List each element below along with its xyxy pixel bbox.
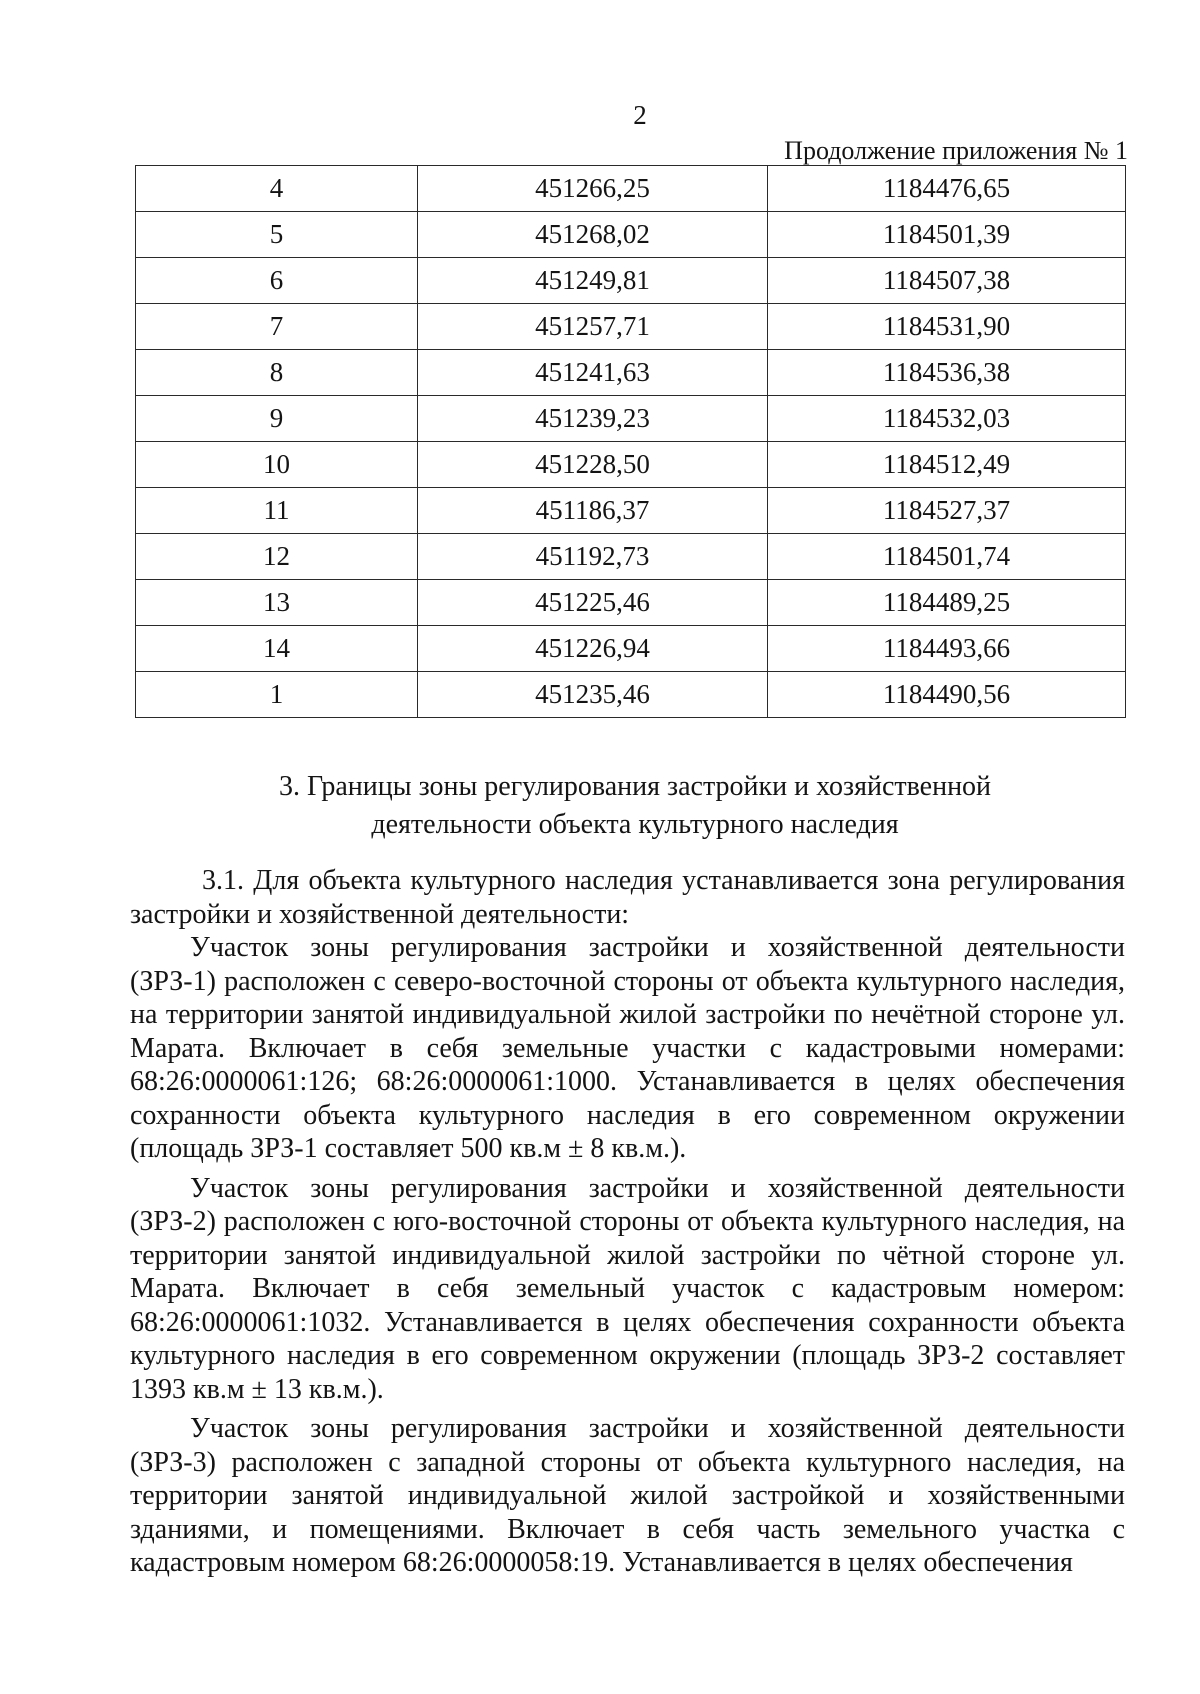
y-coordinate-cell: 1184501,74 xyxy=(768,534,1126,580)
point-number-cell: 13 xyxy=(136,580,418,626)
table-row xyxy=(136,258,1126,304)
paragraph-3-1: 3.1. Для объекта культурного наследия устанавливается зона регулирования застройки и хозяйственной деятельности: xyxy=(130,865,1125,930)
x-coordinate-cell: 451241,63 xyxy=(418,350,768,396)
section-title xyxy=(150,768,1120,844)
x-coordinate-cell: 451225,46 xyxy=(418,580,768,626)
point-number-cell: 5 xyxy=(136,212,418,258)
table-row xyxy=(136,166,1126,212)
coordinates-table-body xyxy=(136,166,1126,718)
body-text xyxy=(130,864,1125,1580)
x-coordinate-cell: 451192,73 xyxy=(418,534,768,580)
y-coordinate-cell: 1184532,03 xyxy=(768,396,1126,442)
point-number-cell: 7 xyxy=(136,304,418,350)
x-coordinate-cell: 451235,46 xyxy=(418,672,768,718)
y-coordinate-cell: 1184490,56 xyxy=(768,672,1126,718)
table-row xyxy=(136,304,1126,350)
x-coordinate-cell: 451228,50 xyxy=(418,442,768,488)
page-number: 2 xyxy=(633,100,647,130)
x-coordinate-cell: 451186,37 xyxy=(418,488,768,534)
point-number-cell: 12 xyxy=(136,534,418,580)
x-coordinate-cell: 451249,81 xyxy=(418,258,768,304)
point-number-cell: 10 xyxy=(136,442,418,488)
point-number-cell: 6 xyxy=(136,258,418,304)
point-number-cell: 4 xyxy=(136,166,418,212)
section-title-line-2: деятельности объекта культурного наследия xyxy=(371,809,899,840)
y-coordinate-cell: 1184493,66 xyxy=(768,626,1126,672)
table-row xyxy=(136,626,1126,672)
table-row xyxy=(136,212,1126,258)
x-coordinate-cell: 451268,02 xyxy=(418,212,768,258)
point-number-cell: 11 xyxy=(136,488,418,534)
point-number-cell: 9 xyxy=(136,396,418,442)
x-coordinate-cell: 451239,23 xyxy=(418,396,768,442)
y-coordinate-cell: 1184536,38 xyxy=(768,350,1126,396)
table-row xyxy=(136,580,1126,626)
point-number-cell: 8 xyxy=(136,350,418,396)
table-row xyxy=(136,488,1126,534)
section-title-line-1: 3. Границы зоны регулирования застройки и хозяйственной xyxy=(278,771,992,802)
y-coordinate-cell: 1184507,38 xyxy=(768,258,1126,304)
coordinates-table xyxy=(135,165,1126,718)
table-row xyxy=(136,442,1126,488)
x-coordinate-cell: 451266,25 xyxy=(418,166,768,212)
y-coordinate-cell: 1184501,39 xyxy=(768,212,1126,258)
table-row xyxy=(136,350,1126,396)
table-row xyxy=(136,534,1126,580)
paragraph-zrz-3: Участок зоны регулирования застройки и хозяйственной деятельности (ЗРЗ-3) расположен с западной стороны от объекта культурного наследия, на территории занятой индивидуальной жилой застройкой и хозяйственными зданиями, и помещениями. Включает в себя часть земельного участка с кадастровым номером 68:26:0000058:19. Устанавливается в целях обеспечения xyxy=(130,1413,1125,1578)
y-coordinate-cell: 1184476,65 xyxy=(768,166,1126,212)
x-coordinate-cell: 451226,94 xyxy=(418,626,768,672)
paragraph-zrz-1: Участок зоны регулирования застройки и хозяйственной деятельности (ЗРЗ-1) расположен с северо-восточной стороны от объекта культурного наследия, на территории занятой индивидуальной жилой застройки по нечётной стороне ул. Марата. Включает в себя земельные участки с кадастровыми номерами: 68:26:0000061:126; 68:26:0000061:1000. Устанавливается в целях обеспечения сохранности объекта культурного наследия в его современном окружении (площадь ЗРЗ-1 составляет 500 кв.м ± 8 кв.м.). xyxy=(130,932,1125,1164)
x-coordinate-cell: 451257,71 xyxy=(418,304,768,350)
y-coordinate-cell: 1184527,37 xyxy=(768,488,1126,534)
table-row xyxy=(136,672,1126,718)
y-coordinate-cell: 1184489,25 xyxy=(768,580,1126,626)
paragraph-zrz-2: Участок зоны регулирования застройки и хозяйственной деятельности (ЗРЗ-2) расположен с юго-восточной стороны от объекта культурного наследия, на территории занятой индивидуальной жилой застройки по чётной стороне ул. Марата. Включает в себя земельный участок с кадастровым номером: 68:26:0000061:1032. Устанавливается в целях обеспечения сохранности объекта культурного наследия в его современном окружении (площадь ЗРЗ-2 составляет 1393 кв.м ± 13 кв.м.). xyxy=(130,1172,1125,1405)
y-coordinate-cell: 1184512,49 xyxy=(768,442,1126,488)
table-row xyxy=(136,396,1126,442)
y-coordinate-cell: 1184531,90 xyxy=(768,304,1126,350)
point-number-cell: 14 xyxy=(136,626,418,672)
continuation-label: Продолжение приложения № 1 xyxy=(784,136,1128,165)
point-number-cell: 1 xyxy=(136,672,418,718)
